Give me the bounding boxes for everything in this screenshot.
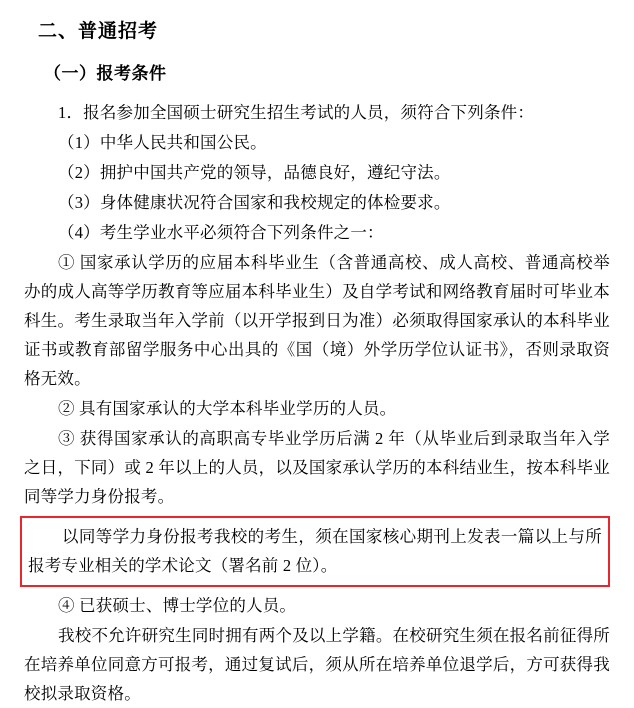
- paragraph-item-1: 1．报名参加全国硕士研究生招生考试的人员，须符合下列条件：: [58, 103, 535, 122]
- paragraph-item-3: （2）拥护中国共产党的领导，品德良好，遵纪守法。: [58, 163, 451, 182]
- highlighted-note-text: 以同等学力身份报考我校的考生，须在国家核心期刊上发表一篇以上与所报考专业相关的学术论文（署名前 2 位）。: [28, 527, 602, 575]
- section-heading: 二、普通招考: [38, 20, 159, 42]
- paragraph-item-6: ① 国家承认学历的应届本科毕业生（含普通高校、成人高校、普通高校举办的成人高等学历教育等应届本科毕业生）及自学考试和网络教育届时可毕业本科生。考生录取当年入学前（以开学报到日为准）必须取得国家承认的本科毕业证书或教育部留学服务中心出具的《国（境）外学历学位认证书》，否则录取资格无效。: [24, 253, 610, 388]
- highlighted-note-box: [20, 516, 610, 587]
- paragraph-item-8: ③ 获得国家承认的高职高专毕业学历后满 2 年（从毕业后到录取当年入学之日，下同）或 2 年以上的人员，以及国家承认学历的本科结业生，按本科毕业同等学力身份报考。: [24, 429, 610, 506]
- paragraph-item-10: 我校不允许研究生同时拥有两个及以上学籍。在校研究生须在报名前征得所在培养单位同意方可报考，通过复试后，须从所在培养单位退学后，方可获得我校拟录取资格。: [24, 626, 610, 703]
- paragraph-item-4: （3）身体健康状况符合国家和我校规定的体检要求。: [58, 193, 451, 212]
- paragraph-item-7: ② 具有国家承认的大学本科毕业学历的人员。: [58, 399, 397, 418]
- subsection-heading: （一）报考条件: [44, 64, 167, 84]
- paragraph-item-5: （4）考生学业水平必须符合下列条件之一：: [58, 223, 384, 242]
- paragraph-item-9: ④ 已获硕士、博士学位的人员。: [58, 596, 297, 615]
- paragraph-item-2: （1）中华人民共和国公民。: [58, 133, 267, 152]
